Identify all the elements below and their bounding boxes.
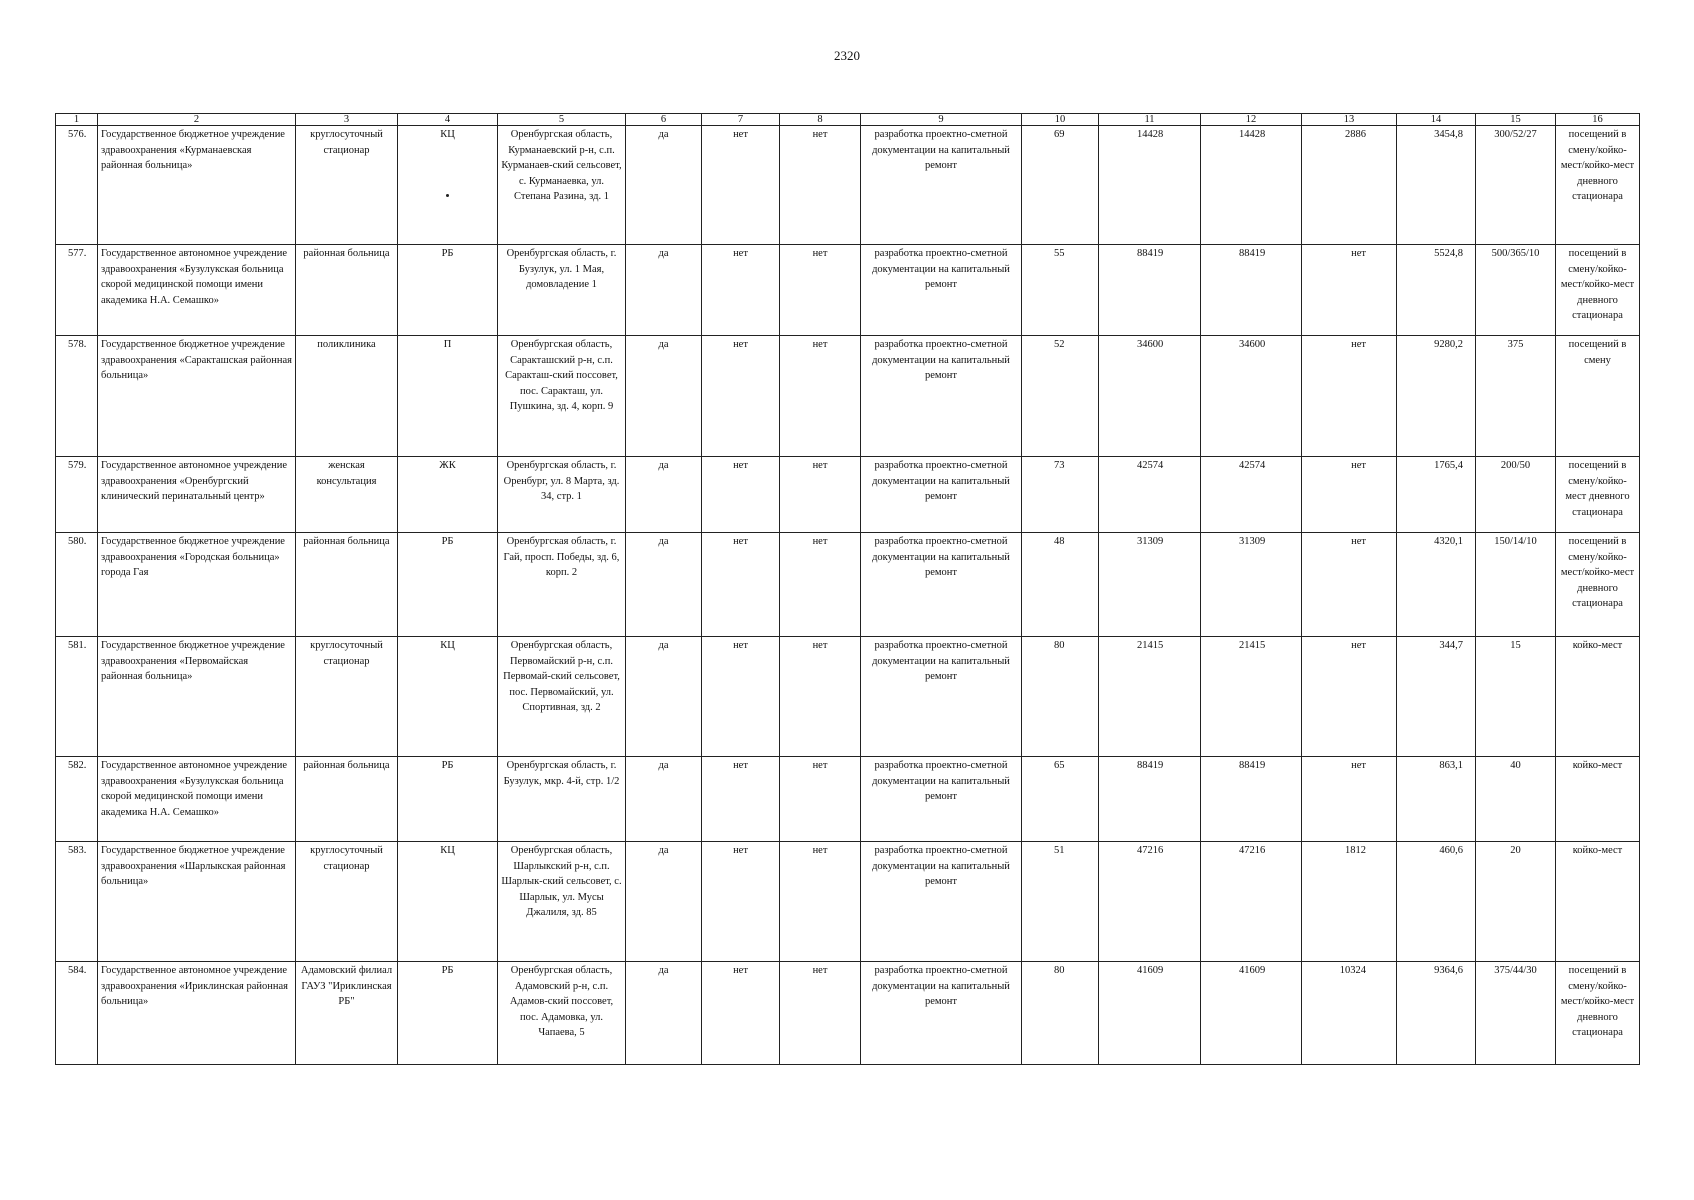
value-col12: 34600: [1201, 336, 1302, 457]
unit-description: посещений в смену/койко-мест/койко-мест дневного стационара: [1556, 126, 1640, 245]
value-col11: 42574: [1099, 457, 1201, 533]
flag-col6: да: [626, 962, 702, 1065]
value-col15: 500/365/10: [1476, 245, 1556, 336]
column-number: 13: [1302, 114, 1397, 126]
row-number: 584.: [56, 962, 98, 1065]
column-number: 15: [1476, 114, 1556, 126]
table-row: [56, 336, 1640, 457]
value-col11: 41609: [1099, 962, 1201, 1065]
value-col12: 42574: [1201, 457, 1302, 533]
column-number: 11: [1099, 114, 1201, 126]
column-number: 3: [296, 114, 398, 126]
table-row: [56, 842, 1640, 962]
value-col15: 300/52/27: [1476, 126, 1556, 245]
value-col15: 40: [1476, 757, 1556, 842]
value-col13: нет: [1302, 245, 1397, 336]
value-col13: 2886: [1302, 126, 1397, 245]
value-col15: 375/44/30: [1476, 962, 1556, 1065]
value-col14: 460,6: [1397, 842, 1476, 962]
row-number: 576.: [56, 126, 98, 245]
value-col14: 9364,6: [1397, 962, 1476, 1065]
value-col12: 14428: [1201, 126, 1302, 245]
facility-type: районная больница: [296, 757, 398, 842]
value-col12: 41609: [1201, 962, 1302, 1065]
organization-name: Государственное автономное учреждение здравоохранения «Бузулукская больница скорой медицинской помощи имени академика Н.А. Семашко»: [98, 757, 296, 842]
value-col11: 31309: [1099, 533, 1201, 637]
address: Оренбургская область, г. Гай, просп. Победы, зд. 6, корп. 2: [498, 533, 626, 637]
flag-col8: нет: [780, 842, 861, 962]
value-col11: 88419: [1099, 245, 1201, 336]
value-col14: 1765,4: [1397, 457, 1476, 533]
column-number: 2: [98, 114, 296, 126]
flag-col7: нет: [702, 457, 780, 533]
column-number: 1: [56, 114, 98, 126]
table-row: [56, 533, 1640, 637]
organization-name: Государственное автономное учреждение здравоохранения «Бузулукская больница скорой медицинской помощи имени академика Н.А. Семашко»: [98, 245, 296, 336]
flag-col6: да: [626, 842, 702, 962]
value-col13: нет: [1302, 757, 1397, 842]
column-number: 12: [1201, 114, 1302, 126]
organization-name: Государственное автономное учреждение здравоохранения «Оренбургский клинический перинатальный центр»: [98, 457, 296, 533]
row-number: 578.: [56, 336, 98, 457]
column-number: 6: [626, 114, 702, 126]
value-col13: нет: [1302, 533, 1397, 637]
flag-col8: нет: [780, 962, 861, 1065]
scan-dot: [446, 194, 449, 197]
value-col10: 48: [1022, 533, 1099, 637]
row-number: 583.: [56, 842, 98, 962]
flag-col6: да: [626, 245, 702, 336]
value-col12: 47216: [1201, 842, 1302, 962]
flag-col8: нет: [780, 637, 861, 757]
address: Оренбургская область, Адамовский р-н, с.п. Адамов-ский поссовет, пос. Адамовка, ул. Чапаева, 5: [498, 962, 626, 1065]
value-col11: 34600: [1099, 336, 1201, 457]
table-row: [56, 962, 1640, 1065]
row-number: 579.: [56, 457, 98, 533]
unit-description: посещений в смену: [1556, 336, 1640, 457]
unit-description: койко-мест: [1556, 842, 1640, 962]
value-col14: 9280,2: [1397, 336, 1476, 457]
value-col11: 47216: [1099, 842, 1201, 962]
address: Оренбургская область, Первомайский р-н, с.п. Первомай-ский сельсовет, пос. Первомайский, ул. Спортивная, зд. 2: [498, 637, 626, 757]
value-col15: 150/14/10: [1476, 533, 1556, 637]
organization-name: Государственное бюджетное учреждение здравоохранения «Саракташская районная больница»: [98, 336, 296, 457]
column-number-row: [56, 114, 1640, 126]
work-description: разработка проектно-сметной документации на капитальный ремонт: [861, 842, 1022, 962]
value-col15: 200/50: [1476, 457, 1556, 533]
row-number: 581.: [56, 637, 98, 757]
work-description: разработка проектно-сметной документации на капитальный ремонт: [861, 457, 1022, 533]
flag-col8: нет: [780, 336, 861, 457]
value-col13: нет: [1302, 637, 1397, 757]
flag-col6: да: [626, 637, 702, 757]
flag-col7: нет: [702, 336, 780, 457]
facility-code: РБ: [398, 533, 498, 637]
value-col14: 5524,8: [1397, 245, 1476, 336]
flag-col7: нет: [702, 245, 780, 336]
value-col13: нет: [1302, 336, 1397, 457]
value-col10: 73: [1022, 457, 1099, 533]
flag-col8: нет: [780, 757, 861, 842]
work-description: разработка проектно-сметной документации на капитальный ремонт: [861, 757, 1022, 842]
flag-col7: нет: [702, 533, 780, 637]
work-description: разработка проектно-сметной документации на капитальный ремонт: [861, 533, 1022, 637]
row-number: 582.: [56, 757, 98, 842]
page-number: 2320: [834, 48, 860, 63]
facility-code: РБ: [398, 245, 498, 336]
value-col12: 88419: [1201, 245, 1302, 336]
value-col15: 20: [1476, 842, 1556, 962]
facility-type: районная больница: [296, 533, 398, 637]
value-col14: 3454,8: [1397, 126, 1476, 245]
value-col10: 55: [1022, 245, 1099, 336]
value-col10: 52: [1022, 336, 1099, 457]
column-number: 14: [1397, 114, 1476, 126]
value-col10: 65: [1022, 757, 1099, 842]
table-row: [56, 245, 1640, 336]
row-number: 580.: [56, 533, 98, 637]
facility-code: РБ: [398, 962, 498, 1065]
organization-name: Государственное бюджетное учреждение здравоохранения «Первомайская районная больница»: [98, 637, 296, 757]
unit-description: посещений в смену/койко-мест/койко-мест дневного стационара: [1556, 533, 1640, 637]
work-description: разработка проектно-сметной документации на капитальный ремонт: [861, 962, 1022, 1065]
value-col10: 80: [1022, 962, 1099, 1065]
value-col14: 4320,1: [1397, 533, 1476, 637]
flag-col7: нет: [702, 126, 780, 245]
organization-name: Государственное бюджетное учреждение здравоохранения «Курманаевская районная больница»: [98, 126, 296, 245]
address: Оренбургская область, г. Бузулук, ул. 1 Мая, домовладение 1: [498, 245, 626, 336]
unit-description: посещений в смену/койко-мест/койко-мест дневного стационара: [1556, 245, 1640, 336]
work-description: разработка проектно-сметной документации на капитальный ремонт: [861, 245, 1022, 336]
value-col14: 863,1: [1397, 757, 1476, 842]
facility-code: КЦ: [398, 842, 498, 962]
column-number: 16: [1556, 114, 1640, 126]
column-number: 9: [861, 114, 1022, 126]
facility-type: поликлиника: [296, 336, 398, 457]
value-col12: 21415: [1201, 637, 1302, 757]
flag-col6: да: [626, 457, 702, 533]
flag-col6: да: [626, 757, 702, 842]
column-number: 7: [702, 114, 780, 126]
table-row: [56, 637, 1640, 757]
table-row: [56, 757, 1640, 842]
facility-code: КЦ: [398, 637, 498, 757]
value-col13: 10324: [1302, 962, 1397, 1065]
facility-code: П: [398, 336, 498, 457]
address: Оренбургская область, Шарлыкский р-н, с.п. Шарлык-ский сельсовет, с. Шарлык, ул. Мусы Джалиля, зд. 85: [498, 842, 626, 962]
unit-description: посещений в смену/койко-мест/койко-мест дневного стационара: [1556, 962, 1640, 1065]
organization-name: Государственное автономное учреждение здравоохранения «Ириклинская районная больница»: [98, 962, 296, 1065]
address: Оренбургская область, Саракташский р-н, с.п. Саракташ-ский поссовет, пос. Саракташ, ул. Пушкина, зд. 4, корп. 9: [498, 336, 626, 457]
value-col12: 88419: [1201, 757, 1302, 842]
value-col11: 88419: [1099, 757, 1201, 842]
flag-col7: нет: [702, 842, 780, 962]
column-number: 8: [780, 114, 861, 126]
unit-description: посещений в смену/койко-мест дневного стационара: [1556, 457, 1640, 533]
work-description: разработка проектно-сметной документации на капитальный ремонт: [861, 637, 1022, 757]
facility-code: ЖК: [398, 457, 498, 533]
facility-type: Адамовский филиал ГАУЗ "Ириклинская РБ": [296, 962, 398, 1065]
flag-col8: нет: [780, 245, 861, 336]
address: Оренбургская область, г. Бузулук, мкр. 4-й, стр. 1/2: [498, 757, 626, 842]
facility-type: круглосуточный стационар: [296, 637, 398, 757]
flag-col8: нет: [780, 533, 861, 637]
column-number: 4: [398, 114, 498, 126]
flag-col7: нет: [702, 962, 780, 1065]
value-col10: 51: [1022, 842, 1099, 962]
work-description: разработка проектно-сметной документации на капитальный ремонт: [861, 336, 1022, 457]
value-col13: 1812: [1302, 842, 1397, 962]
facility-type: женская консультация: [296, 457, 398, 533]
value-col13: нет: [1302, 457, 1397, 533]
facility-code: КЦ: [398, 126, 498, 245]
flag-col7: нет: [702, 757, 780, 842]
organization-name: Государственное бюджетное учреждение здравоохранения «Шарлыкская районная больница»: [98, 842, 296, 962]
column-number: 5: [498, 114, 626, 126]
flag-col6: да: [626, 533, 702, 637]
address: Оренбургская область, Курманаевский р-н, с.п. Курманаев-ский сельсовет, с. Курманаевка, ул. Степана Разина, зд. 1: [498, 126, 626, 245]
value-col11: 14428: [1099, 126, 1201, 245]
value-col12: 31309: [1201, 533, 1302, 637]
table-row: [56, 126, 1640, 245]
value-col15: 15: [1476, 637, 1556, 757]
column-number: 10: [1022, 114, 1099, 126]
organization-name: Государственное бюджетное учреждение здравоохранения «Городская больница» города Гая: [98, 533, 296, 637]
facility-type: районная больница: [296, 245, 398, 336]
unit-description: койко-мест: [1556, 757, 1640, 842]
work-description: разработка проектно-сметной документации на капитальный ремонт: [861, 126, 1022, 245]
value-col10: 69: [1022, 126, 1099, 245]
flag-col8: нет: [780, 126, 861, 245]
facilities-table: [55, 113, 1640, 1065]
flag-col6: да: [626, 336, 702, 457]
facility-type: круглосуточный стационар: [296, 842, 398, 962]
row-number: 577.: [56, 245, 98, 336]
value-col10: 80: [1022, 637, 1099, 757]
table-row: [56, 457, 1640, 533]
facility-code: РБ: [398, 757, 498, 842]
facility-type: круглосуточный стационар: [296, 126, 398, 245]
value-col15: 375: [1476, 336, 1556, 457]
flag-col6: да: [626, 126, 702, 245]
unit-description: койко-мест: [1556, 637, 1640, 757]
address: Оренбургская область, г. Оренбург, ул. 8 Марта, зд. 34, стр. 1: [498, 457, 626, 533]
value-col11: 21415: [1099, 637, 1201, 757]
value-col14: 344,7: [1397, 637, 1476, 757]
flag-col8: нет: [780, 457, 861, 533]
flag-col7: нет: [702, 637, 780, 757]
